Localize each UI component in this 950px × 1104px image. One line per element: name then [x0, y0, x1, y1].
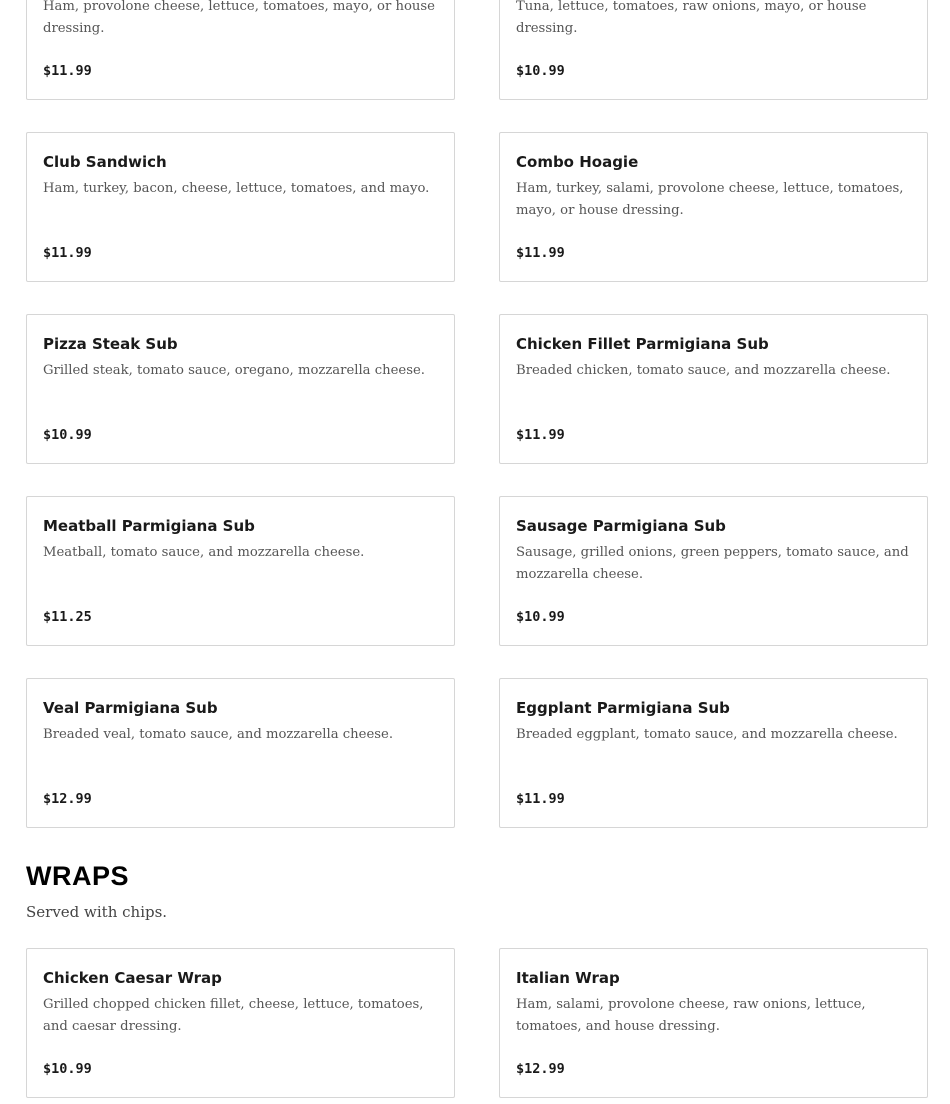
- menu-item-card[interactable]: [26, 314, 455, 464]
- menu-item-description: Tuna, lettuce, tomatoes, raw onions, mayo, or house dressing.: [516, 0, 867, 36]
- menu-item-card[interactable]: [26, 0, 455, 100]
- menu-item-price: $10.99: [43, 1061, 92, 1077]
- menu-item-description: Sausage, grilled onions, green peppers, tomato sauce, and mozzarella cheese.: [516, 545, 909, 582]
- menu-item-description: Grilled chopped chicken fillet, cheese, lettuce, tomatoes, and caesar dressing.: [43, 997, 424, 1034]
- menu-item-name: Combo Hoagie: [516, 153, 639, 171]
- menu-item-name: Eggplant Parmigiana Sub: [516, 699, 730, 717]
- menu-item-name: Italian Wrap: [516, 969, 620, 987]
- menu-item-name: Chicken Caesar Wrap: [43, 969, 222, 987]
- menu-item-price: $12.99: [516, 1061, 565, 1077]
- menu-item-card[interactable]: [499, 678, 928, 828]
- menu-item-card[interactable]: [499, 496, 928, 646]
- menu-item-price: $11.99: [516, 791, 565, 807]
- menu-item-name: Sausage Parmigiana Sub: [516, 517, 726, 535]
- menu-item-description: Grilled steak, tomato sauce, oregano, mozzarella cheese.: [43, 363, 425, 378]
- menu-item-name: Pizza Steak Sub: [43, 335, 178, 353]
- menu-item-price: $11.99: [516, 245, 565, 261]
- menu-item-name: Meatball Parmigiana Sub: [43, 517, 255, 535]
- menu-item-card[interactable]: [499, 132, 928, 282]
- menu-item-price: $10.99: [516, 609, 565, 625]
- menu-item-price: $11.99: [43, 63, 92, 79]
- menu-item-description: Ham, turkey, bacon, cheese, lettuce, tomatoes, and mayo.: [43, 181, 430, 196]
- menu-item-price: $11.99: [43, 245, 92, 261]
- section-title: WRAPS: [26, 861, 129, 891]
- menu-item-name: Veal Parmigiana Sub: [43, 699, 218, 717]
- menu-item-description: Breaded eggplant, tomato sauce, and mozzarella cheese.: [516, 727, 898, 742]
- menu-item-description: Breaded chicken, tomato sauce, and mozzarella cheese.: [516, 363, 891, 378]
- menu-item-description: Meatball, tomato sauce, and mozzarella cheese.: [43, 545, 365, 560]
- menu-item-price: $11.99: [516, 427, 565, 443]
- section-subtitle: Served with chips.: [26, 903, 168, 921]
- menu-item-card[interactable]: [499, 314, 928, 464]
- menu-item-price: $10.99: [43, 427, 92, 443]
- menu-item-description: Ham, salami, provolone cheese, raw onions, lettuce, tomatoes, and house dressing.: [516, 997, 866, 1034]
- menu-item-name: Chicken Fillet Parmigiana Sub: [516, 335, 769, 353]
- menu-item-card[interactable]: [26, 948, 455, 1098]
- menu-item-card[interactable]: [26, 678, 455, 828]
- menu-item-price: $11.25: [43, 609, 92, 625]
- menu-item-card[interactable]: [26, 132, 455, 282]
- menu-item-description: Breaded veal, tomato sauce, and mozzarella cheese.: [43, 727, 394, 742]
- menu-item-card[interactable]: [499, 948, 928, 1098]
- menu-item-price: $10.99: [516, 63, 565, 79]
- menu-item-price: $12.99: [43, 791, 92, 807]
- menu-item-description: Ham, turkey, salami, provolone cheese, lettuce, tomatoes, mayo, or house dressing.: [516, 181, 904, 218]
- menu-item-card[interactable]: [499, 0, 928, 100]
- menu-item-name: Club Sandwich: [43, 153, 167, 171]
- menu-item-description: Ham, provolone cheese, lettuce, tomatoes, mayo, or house dressing.: [43, 0, 435, 36]
- menu-item-card[interactable]: [26, 496, 455, 646]
